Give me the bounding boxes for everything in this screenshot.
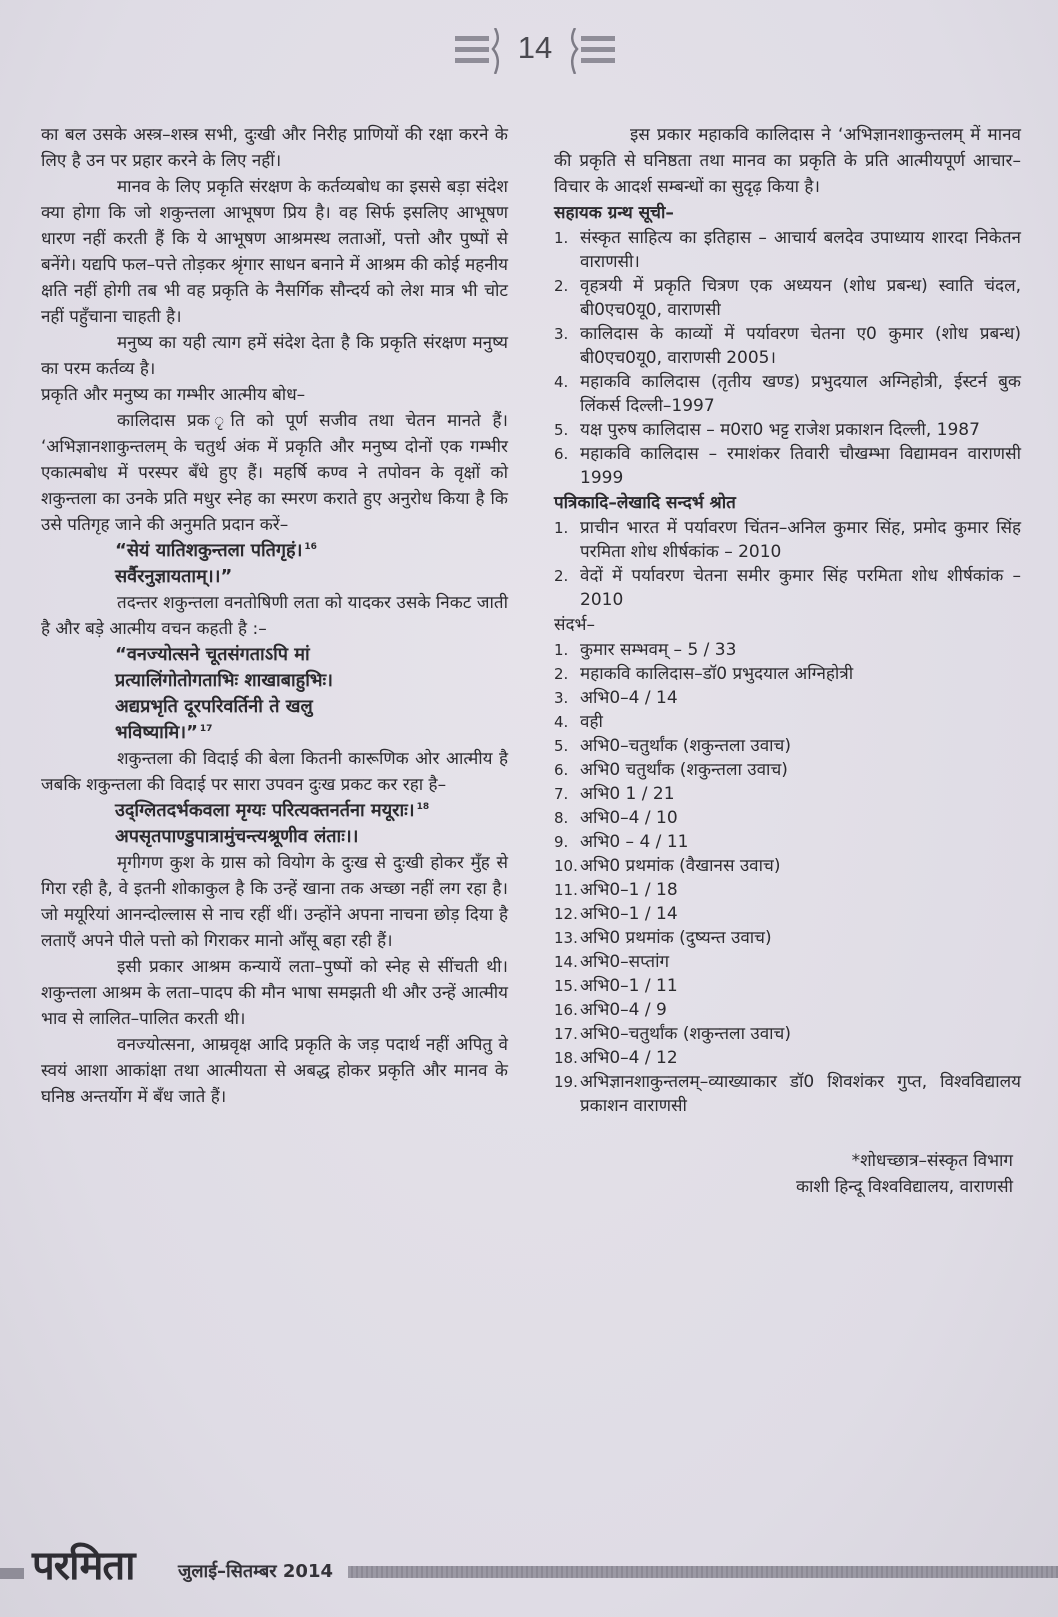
item-number: 18. <box>554 1049 578 1067</box>
item-text: अभि0–4 / 14 <box>580 688 678 708</box>
item-number: 3. <box>554 689 569 707</box>
reference-item <box>554 662 1021 686</box>
item-text: अभि0–सप्तांग <box>580 952 670 972</box>
bibliography-item <box>554 322 1021 370</box>
item-number: 19. <box>554 1073 578 1091</box>
item-text: अभि0 1 / 21 <box>580 784 675 804</box>
item-text: अभि0–4 / 9 <box>580 1000 667 1020</box>
reference-item <box>554 854 1021 878</box>
item-text: अभि0–चतुर्थांक (शकुन्तला उवाच) <box>580 736 791 756</box>
item-text: संस्कृत साहित्य का इतिहास – आचार्य बलदेव उपाध्याय शारदा निकेतन वाराणसी। <box>580 228 1021 272</box>
bibliography-item <box>554 274 1021 322</box>
verse-text: भविष्यामि।” <box>115 722 198 743</box>
reference-item <box>554 686 1021 710</box>
verse-line <box>115 798 508 824</box>
reference-item <box>554 998 1021 1022</box>
verse-line: प्रत्यालिंगोतोगताभिः शाखाबाहुभिः। <box>115 670 333 691</box>
verse-line <box>115 720 508 746</box>
item-number: 2. <box>554 665 569 683</box>
bibliography-list <box>554 226 1021 490</box>
ornament-left-icon <box>455 28 503 74</box>
reference-item <box>554 830 1021 854</box>
ornament-right-icon <box>567 28 615 74</box>
item-number: 14. <box>554 953 578 971</box>
item-number: 5. <box>554 421 569 439</box>
paragraph: वनज्योत्सना, आम्रवृक्ष आदि प्रकृति के जड़ पदार्थ नहीं अपितु वे स्वयं आशा आकांक्षा तथा आत्मीयता से अबद्ध होकर प्रकृति और मानव के घनिष्ठ अन्तर्योग में बँध जाते हैं। <box>41 1035 508 1107</box>
footnote-ref: 18 <box>416 802 430 812</box>
reference-item <box>554 926 1021 950</box>
item-number: 1. <box>554 641 569 659</box>
paragraph: मृगीगण कुश के ग्रास को वियोग के दुःख से दुःखी होकर मुँह से गिरा रही है, वे इतनी शोकाकुल है कि उन्हें खाना तक अच्छा नहीं लग रहा है। जो मयूरियां आनन्दोल्लास से नाच रहीं थीं। उन्होंने अपना नाचना छोड़ दिया है लताएँ अपने पीले पत्तो को गिराकर मानो आँसू बहा रही हैं। <box>41 853 508 951</box>
reference-item <box>554 758 1021 782</box>
item-number: 7. <box>554 785 569 803</box>
item-text: महाकवि कालिदास (तृतीय खण्ड) प्रभुदयाल अग्निहोत्री, ईस्टर्न बुक लिंकर्स दिल्ली–1997 <box>580 372 1021 416</box>
journal-logo: परमिता <box>32 1543 135 1589</box>
issue-date: जुलाई–सितम्बर 2014 <box>178 1561 334 1582</box>
reference-item <box>554 1070 1021 1118</box>
item-number: 4. <box>554 373 569 391</box>
item-text: अभि0–4 / 12 <box>580 1048 678 1068</box>
verse-text: उद्ग्लितदर्भकवला मृग्यः परित्यक्तनर्तना मयूराः। <box>115 800 415 821</box>
item-text: वेदों में पर्यावरण चेतना समीर कुमार सिंह परमिता शोध शीर्षकांक – 2010 <box>580 566 1021 610</box>
verse-block <box>41 538 508 590</box>
reference-item <box>554 710 1021 734</box>
reference-item <box>554 782 1021 806</box>
item-number: 11. <box>554 881 578 899</box>
right-column <box>554 122 1021 1200</box>
verse-text: “सेयं यातिशकुन्तला पतिगृहं। <box>115 540 303 561</box>
verse-line: सर्वैरनुज्ञायताम्।।” <box>115 566 233 587</box>
item-number: 5. <box>554 737 569 755</box>
item-number: 17. <box>554 1025 578 1043</box>
item-text: कुमार सम्भवम् – 5 / 33 <box>580 640 737 660</box>
item-text: अभि0–चतुर्थांक (शकुन्तला उवाच) <box>580 1024 791 1044</box>
item-number: 1. <box>554 229 569 247</box>
reference-item <box>554 638 1021 662</box>
reference-item <box>554 878 1021 902</box>
verse-line: “वनज्योत्सने चूतसंगताऽपि मां <box>115 644 310 665</box>
paragraph: शकुन्तला की विदाई की बेला कितनी कारूणिक ओर आत्मीय है जबकि शकुन्तला की विदाई पर सारा उपवन दुःख प्रकट कर रहा है– <box>41 749 508 795</box>
page-number: 14 <box>517 30 553 65</box>
item-number: 4. <box>554 713 569 731</box>
section-heading: प्रकृति और मनुष्य का गम्भीर आत्मीय बोध– <box>41 385 306 405</box>
footnote-ref: 16 <box>304 542 317 552</box>
item-text: प्राचीन भारत में पर्यावरण चिंतन–अनिल कुमार सिंह, प्रमोद कुमार सिंह परमिता शोध शीर्षकांक – 2010 <box>580 518 1021 562</box>
item-number: 2. <box>554 567 569 585</box>
reference-item <box>554 950 1021 974</box>
paragraph: इसी प्रकार आश्रम कन्यायें लता–पुष्पों को स्नेह से सींचती थी। शकुन्तला आश्रम के लता–पादप की मौन भाषा समझती थी और उन्हें आत्मीय भाव से लालित–पालित करती थी। <box>41 957 508 1029</box>
item-text: अभि0 प्रथमांक (वैखानस उवाच) <box>580 856 781 876</box>
paragraph: का बल उसके अस्त्र–शस्त्र सभी, दुःखी और निरीह प्राणियों की रक्षा करने के लिए है उन पर प्रहार करने के लिए नहीं। <box>41 125 508 171</box>
author-line: काशी हिन्दू विश्वविद्यालय, वाराणसी <box>795 1177 1013 1197</box>
item-text: अभि0–1 / 18 <box>580 880 678 900</box>
author-affiliation <box>554 1148 1021 1200</box>
reference-item <box>554 902 1021 926</box>
paragraph: तदन्तर शकुन्तला वनतोषिणी लता को यादकर उसके निकट जाती है और बड़े आत्मीय वचन कहती है :– <box>41 593 508 639</box>
item-text: कालिदास के काव्यों में पर्यावरण चेतना ए0 कुमार (शोध प्रबन्ध) बी0एच0यू0, वाराणसी 2005। <box>580 324 1021 368</box>
periodical-item <box>554 516 1021 564</box>
verse-block <box>41 642 508 746</box>
item-number: 9. <box>554 833 569 851</box>
verse-block <box>41 798 508 850</box>
item-number: 12. <box>554 905 578 923</box>
reference-item <box>554 734 1021 758</box>
periodicals-list <box>554 516 1021 612</box>
periodicals-heading: पत्रिकादि–लेखादि सन्दर्भ श्रोत <box>554 493 736 513</box>
item-number: 16. <box>554 1001 578 1019</box>
item-number: 2. <box>554 277 569 295</box>
references-list <box>554 638 1021 1118</box>
footer-band <box>348 1566 1058 1578</box>
reference-item <box>554 1022 1021 1046</box>
footer-bar-left <box>0 1568 24 1579</box>
author-line: *शोधच्छात्र–संस्कृत विभाग <box>851 1151 1013 1171</box>
bibliography-heading: सहायक ग्रन्थ सूची– <box>554 203 674 223</box>
item-text: अभि0 प्रथमांक (दुष्यन्त उवाच) <box>580 928 772 948</box>
footnote-ref: 17 <box>199 724 213 734</box>
item-text: यक्ष पुरुष कालिदास – म0रा0 भट्ट राजेश प्रकाशन दिल्ली, 1987 <box>580 420 980 440</box>
item-number: 1. <box>554 519 569 537</box>
periodical-item <box>554 564 1021 612</box>
bibliography-item <box>554 226 1021 274</box>
item-number: 3. <box>554 325 569 343</box>
item-number: 13. <box>554 929 578 947</box>
paragraph: मनुष्य का यही त्याग हमें संदेश देता है कि प्रकृति संरक्षण मनुष्य का परम कर्तव्य है। <box>41 333 508 379</box>
reference-item <box>554 1046 1021 1070</box>
item-text: अभिज्ञानशाकुन्तलम्–व्याख्याकार डॉ0 शिवशंकर गुप्त, विश्वविद्यालय प्रकाशन वाराणसी <box>580 1072 1021 1116</box>
item-text: अभि0 चतुर्थांक (शकुन्तला उवाच) <box>580 760 788 780</box>
item-text: वही <box>580 712 603 732</box>
item-text: महाकवि कालिदास–डॉ0 प्रभुदयाल अग्निहोत्री <box>580 664 854 684</box>
item-text: अभि0–1 / 14 <box>580 904 678 924</box>
page-header <box>455 24 615 80</box>
reference-item <box>554 974 1021 998</box>
reference-item <box>554 806 1021 830</box>
left-column <box>41 122 508 1110</box>
item-number: 15. <box>554 977 578 995</box>
paragraph: मानव के लिए प्रकृति संरक्षण के कर्तव्यबोध का इससे बड़ा संदेश क्या होगा कि जो शकुन्तला आभूषण प्रिय है। वह सिर्फ इसलिए आभूषण धारण नहीं करती हैं कि ये आभूषण आश्रमस्थ लताओं, पत्तो और पुष्पों से बनेंगे। यद्यपि फल–पत्ते तोड़कर श्रृंगार साधन बनाने में आश्रम की कोई महनीय क्षति नहीं होगी तब भी वह प्रकृति के नैसर्गिक सौन्दर्य को लेश मात्र भी चोट नहीं पहुँचाना चाहती है। <box>41 177 508 327</box>
bibliography-item <box>554 442 1021 490</box>
item-number: 8. <box>554 809 569 827</box>
paragraph: कालिदास प्रक ृति को पूर्ण सजीव तथा चेतन मानते हैं। ‘अभिज्ञानशाकुन्तलम् के चतुर्थ अंक में प्रकृति और मनुष्य दोनों एक गम्भीर एकात्मबोध में परस्पर बँधे हुए हैं। महर्षि कण्व ने तपोवन के वृक्षों को शकुन्तला का उनके प्रति मधुर स्नेह का स्मरण कराते हुए अनुरोध किया है कि उसे पतिगृह जाने की अनुमति प्रदान करें– <box>41 411 508 535</box>
references-heading: संदर्भ– <box>554 615 595 635</box>
verse-line: अपसृतपाण्डुपात्रामुंचन्त्यश्रूणीव लंताः।। <box>115 826 359 847</box>
bibliography-item <box>554 370 1021 418</box>
item-number: 10. <box>554 857 578 875</box>
item-text: अभि0 – 4 / 11 <box>580 832 689 852</box>
paragraph: इस प्रकार महाकवि कालिदास ने ‘अभिज्ञानशाकुन्तलम् में मानव की प्रकृति से घनिष्ठता तथा मानव का प्रकृति के प्रति आत्मीयपूर्ण आचार–विचार के आदर्श सम्बन्धों का सुदृढ़ किया है। <box>554 125 1021 197</box>
verse-line <box>115 538 508 564</box>
item-text: वृहत्रयी में प्रकृति चित्रण एक अध्ययन (शोध प्रबन्ध) स्वाति चंदल, बी0एच0यू0, वाराणसी <box>580 276 1021 320</box>
item-number: 6. <box>554 761 569 779</box>
item-text: अभि0–1 / 11 <box>580 976 678 996</box>
item-number: 6. <box>554 445 569 463</box>
item-text: महाकवि कालिदास – रमाशंकर तिवारी चौखम्भा विद्यामवन वाराणसी 1999 <box>580 444 1021 488</box>
bibliography-item <box>554 418 1021 442</box>
item-text: अभि0–4 / 10 <box>580 808 678 828</box>
verse-line: अद्यप्रभृति दूरपरिवर्तिनी ते खलु <box>115 696 313 717</box>
